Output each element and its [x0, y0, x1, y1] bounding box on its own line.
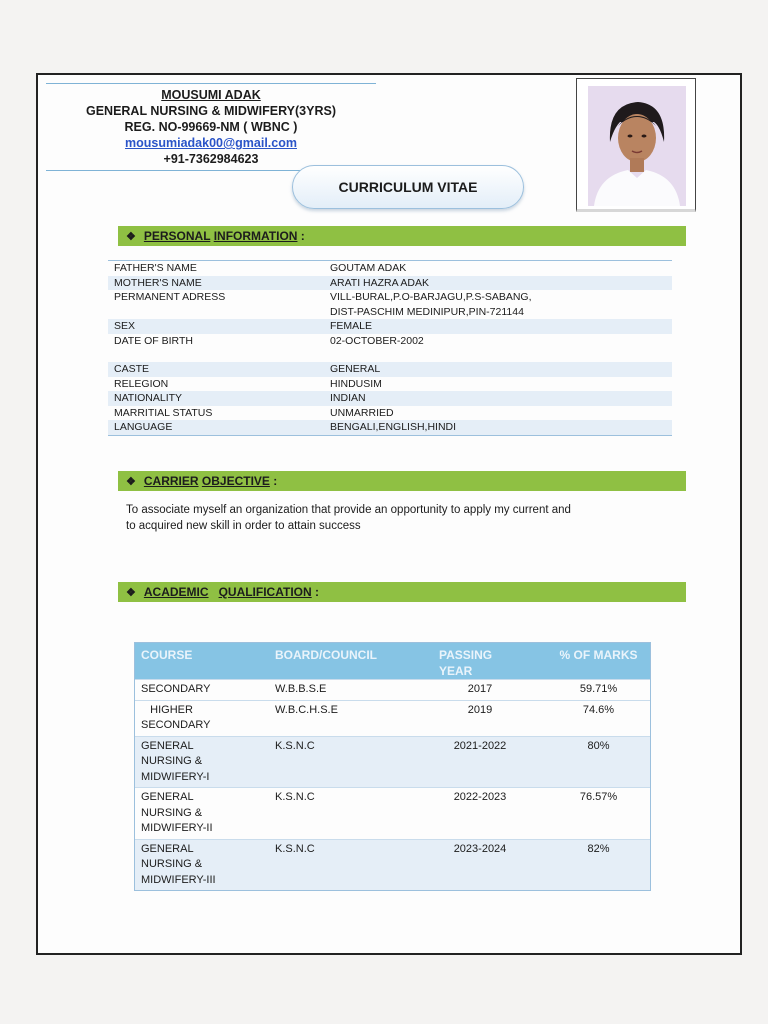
course-line: NURSING &: [141, 806, 203, 819]
marks-cell: 76.57%: [579, 791, 618, 803]
course-line: SECONDARY: [141, 683, 211, 695]
course-title: GENERAL NURSING & MIDWIFERY(3YRS): [85, 104, 336, 118]
marks-cell: 82%: [587, 842, 610, 855]
course-line: MIDWIFERY-III: [141, 873, 216, 886]
col-header-course: COURSE: [141, 648, 193, 662]
info-label: CASTE: [114, 363, 150, 375]
info-value: INDIAN: [330, 392, 366, 404]
objective-text: [126, 502, 646, 534]
info-value: 02-OCTOBER-2002: [330, 334, 424, 347]
diamond-bullet-icon: ❖: [126, 231, 136, 243]
info-label: FATHER'S NAME: [114, 262, 197, 274]
objective-line: To associate myself an organization that provide an opportunity to apply my current and: [126, 504, 571, 516]
info-label: LANGUAGE: [114, 421, 173, 433]
heading-word: OBJECTIVE: [201, 474, 270, 488]
resume-page: [36, 73, 742, 955]
course-cell: [135, 842, 263, 889]
course-cell: [135, 682, 263, 698]
academic-qualification-heading: [118, 582, 686, 602]
heading-colon: :: [269, 474, 278, 488]
diamond-bullet-icon: ❖: [126, 476, 136, 488]
board-cell: K.S.N.C: [275, 842, 315, 855]
personal-information-heading: [118, 226, 686, 246]
col-header-marks: % OF MARKS: [559, 648, 638, 662]
col-header-year-line: YEAR: [439, 664, 473, 678]
course-line: NURSING &: [141, 858, 203, 870]
info-value: BENGALI,ENGLISH,HINDI: [330, 421, 457, 433]
info-value: DIST-PASCHIM MEDINIPUR,PIN-721144: [330, 305, 524, 318]
info-label: SEX: [114, 320, 136, 332]
info-label: [108, 348, 330, 362]
info-value: GENERAL: [330, 363, 381, 375]
year-cell: 2022-2023: [453, 791, 507, 803]
course-line: GENERAL: [141, 739, 194, 752]
info-value: [330, 348, 672, 362]
course-line: MIDWIFERY-I: [141, 770, 210, 783]
heading-word: PERSONAL: [143, 229, 211, 243]
marks-cell: 80%: [587, 739, 610, 752]
info-label: RELEGION: [114, 377, 169, 390]
table-row: [135, 736, 650, 788]
course-line: GENERAL: [141, 791, 194, 803]
table-row: [135, 679, 650, 700]
info-row: [108, 261, 672, 276]
email-link[interactable]: mousumiadak00@gmail.com: [125, 136, 297, 150]
registration-number: REG. NO-99669-NM ( WBNC ): [124, 120, 298, 134]
heading-word: ACADEMIC: [143, 585, 209, 599]
info-label: MARRITIAL STATUS: [114, 406, 213, 419]
heading-word: QUALIFICATION: [218, 585, 312, 599]
info-value: VILL-BURAL,P.O-BARJAGU,P.S-SABANG,: [330, 291, 532, 303]
col-header-board: BOARD/COUNCIL: [275, 648, 377, 662]
diamond-bullet-icon: ❖: [126, 587, 136, 599]
carrier-objective-heading: [118, 471, 686, 491]
year-cell: 2019: [467, 703, 493, 716]
col-header-year-line: PASSING: [439, 648, 493, 662]
objective-line: to acquired new skill in order to attain success: [126, 520, 361, 532]
info-label: NATIONALITY: [114, 392, 183, 404]
info-row: [108, 290, 672, 305]
info-row-spacer: [108, 348, 672, 362]
candidate-name: MOUSUMI ADAK: [161, 88, 261, 102]
heading-word: CARRIER: [143, 474, 199, 488]
academic-table-header: [135, 643, 650, 679]
info-row: [108, 391, 672, 406]
marks-cell: 74.6%: [582, 703, 615, 716]
table-row: [135, 839, 650, 891]
heading-word: INFORMATION: [213, 229, 298, 243]
board-cell: W.B.C.H.S.E: [275, 703, 338, 716]
col-header-year: [413, 643, 547, 679]
board-cell: K.S.N.C: [275, 791, 315, 803]
info-row: [108, 276, 672, 291]
info-value: ARATI HAZRA ADAK: [330, 276, 429, 289]
course-line: NURSING &: [141, 755, 203, 767]
header-rule-top: [46, 83, 376, 84]
info-row: [108, 362, 672, 377]
info-row: [108, 305, 672, 320]
course-cell: [135, 790, 263, 837]
info-value: GOUTAM ADAK: [330, 262, 407, 274]
info-label: [108, 305, 330, 320]
cv-title: CURRICULUM VITAE: [292, 165, 524, 209]
course-line: SECONDARY: [141, 719, 211, 731]
info-label: DATE OF BIRTH: [114, 334, 193, 347]
course-line: HIGHER: [141, 703, 193, 716]
course-cell: [135, 703, 263, 734]
info-row: [108, 406, 672, 421]
header-block: [46, 87, 376, 167]
phone-number: +91-7362984623: [163, 152, 259, 166]
year-cell: 2023-2024: [453, 842, 507, 855]
personal-info-table: [108, 260, 672, 436]
year-cell: 2021-2022: [453, 739, 507, 752]
year-cell: 2017: [467, 683, 493, 695]
table-row: [135, 787, 650, 839]
course-line: MIDWIFERY-II: [141, 822, 213, 834]
course-cell: [135, 739, 263, 786]
board-cell: K.S.N.C: [275, 739, 315, 752]
board-cell: W.B.B.S.E: [275, 683, 327, 695]
info-label: MOTHER'S NAME: [114, 276, 202, 289]
marks-cell: 59.71%: [579, 683, 618, 695]
course-line: GENERAL: [141, 842, 194, 855]
info-row: [108, 319, 672, 334]
info-row: [108, 420, 672, 435]
heading-colon: :: [311, 585, 320, 599]
photo-frame: [576, 78, 696, 212]
heading-colon: :: [297, 229, 305, 243]
info-value: FEMALE: [330, 320, 373, 332]
info-label: PERMANENT ADRESS: [114, 291, 226, 303]
profile-photo: [588, 86, 686, 206]
info-row: [108, 377, 672, 392]
info-row: [108, 334, 672, 349]
info-value: HINDUSIM: [330, 377, 382, 390]
info-value: UNMARRIED: [330, 406, 394, 419]
academic-table: [134, 642, 651, 891]
table-row: [135, 700, 650, 736]
